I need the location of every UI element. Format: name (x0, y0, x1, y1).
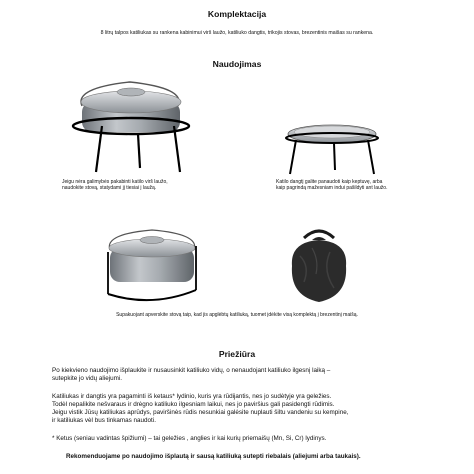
pot-on-stand-illustration (60, 74, 200, 176)
packed-pot-illustration (100, 228, 204, 306)
use-title: Naudojimas (212, 59, 262, 69)
care-footnote: * Ketus (seniau vadintas špižiumi) – tai geležies , anglies ir kai kurių priemaišų (Mn, Si, Cr) lydinys. (52, 435, 327, 442)
lid-on-stand-illustration (282, 120, 382, 176)
care-recommendation: Rekomenduojame po naudojimo išplautą ir sausą katiliuką sutepti riebalais (aliejumi arba taukais). (66, 453, 361, 460)
canvas-bag-illustration (282, 226, 356, 306)
kit-title: Komplektacija (207, 9, 267, 19)
kit-description: 8 litrų talpos katiliukas su rankena kabinimui virš laužo, katiliuko dangtis, trikojis stovas, brezentinis maišas su rankena. (100, 30, 374, 36)
caption-stand: Jeigu nėra galimybės pakabinti katilo virš laužo, naudokite stovą, statydami jį tiesiai į laužą. (62, 179, 168, 192)
caption-pack: Supakuojant apverskite stovą taip, kad jis apglėbtų katiliuką, tuomet įdėkite visą komplektą į brezentinį maišą. (116, 312, 358, 318)
care-title: Priežiūra (218, 349, 256, 359)
care-paragraph-1: Po kiekvieno naudojimo išplaukite ir nusausinkit katiliuko vidų, o nenaudojant katiliuko ilgesnį laiką – sutepkite jo vidų aliejumi. (52, 367, 331, 382)
caption-lid: Katilo dangtį galite panaudoti kaip keptuvę, arba kaip pagrindą mažesniam indui pašildyti ant laužo. (276, 179, 388, 192)
care-paragraph-2: Katiliukas ir dangtis yra pagaminti iš ketaus* lydinio, kuris yra rūdijantis, nes jo sudėtyje yra geležies. Todėl nepalikite nešvaraus ir drėgno katiliuko ilgesniam laikui, nes jo paviršius gali pasidengti rūdimis. Jeigu vistik Jūsų katiliukas aprūdys, paviršinės rūdis nesunkiai galėsite nuplauti šiltu vandeniu su kempine, ir katiliukas vėl bus tinkamas naudoti. (52, 393, 349, 424)
